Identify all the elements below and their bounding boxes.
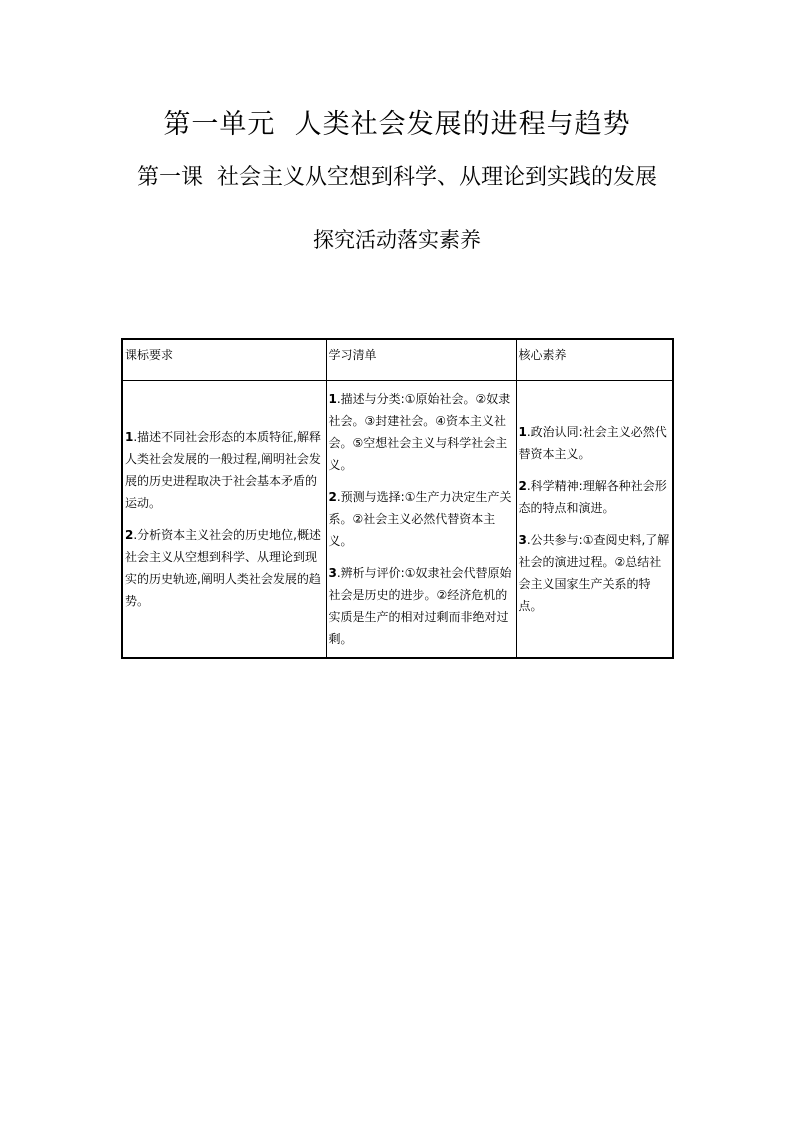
requirements-cell [122, 381, 326, 659]
requirement-item: 1.描述不同社会形态的本质特征,解释人类社会发展的一般过程,阐明社会发展的历史进程取决于社会基本矛盾的运动。 [125, 430, 321, 510]
lesson-title: 第一课 社会主义从空想到科学、从理论到实践的发展 [137, 165, 657, 190]
section-title: 探究活动落实素养 [313, 228, 481, 252]
table-row [122, 381, 673, 659]
literacy-item: 3.公共参与:①查阅史料,了解社会的演进过程。②总结社会主义国家生产关系的特点。 [518, 533, 670, 613]
literacy-item: 1.政治认同:社会主义必然代替资本主义。 [518, 425, 667, 461]
checklist-item: 3.辨析与评价:①奴隶社会代替原始社会是历史的进步。②经济危机的实质是生产的相对过剩而非绝对过剩。 [328, 566, 512, 646]
column-header-literacy: 核心素养 [516, 339, 673, 381]
curriculum-table [121, 338, 674, 659]
literacy-cell [516, 381, 673, 659]
column-header-requirements: 课标要求 [122, 339, 326, 381]
requirement-item: 2.分析资本主义社会的历史地位,概述社会主义从空想到科学、从理论到现实的历史轨迹,阐明人类社会发展的趋势。 [125, 528, 321, 608]
column-header-checklist: 学习清单 [326, 339, 516, 381]
table-header-row [122, 339, 673, 381]
unit-title: 第一单元 人类社会发展的进程与趋势 [163, 109, 631, 140]
checklist-item: 2.预测与选择:①生产力决定生产关系。②社会主义必然代替资本主义。 [328, 490, 512, 548]
literacy-item: 2.科学精神:理解各种社会形态的特点和演进。 [518, 479, 667, 515]
checklist-cell [326, 381, 516, 659]
checklist-item: 1.描述与分类:①原始社会。②奴隶社会。③封建社会。④资本主义社会。⑤空想社会主义与科学社会主义。 [328, 392, 511, 472]
